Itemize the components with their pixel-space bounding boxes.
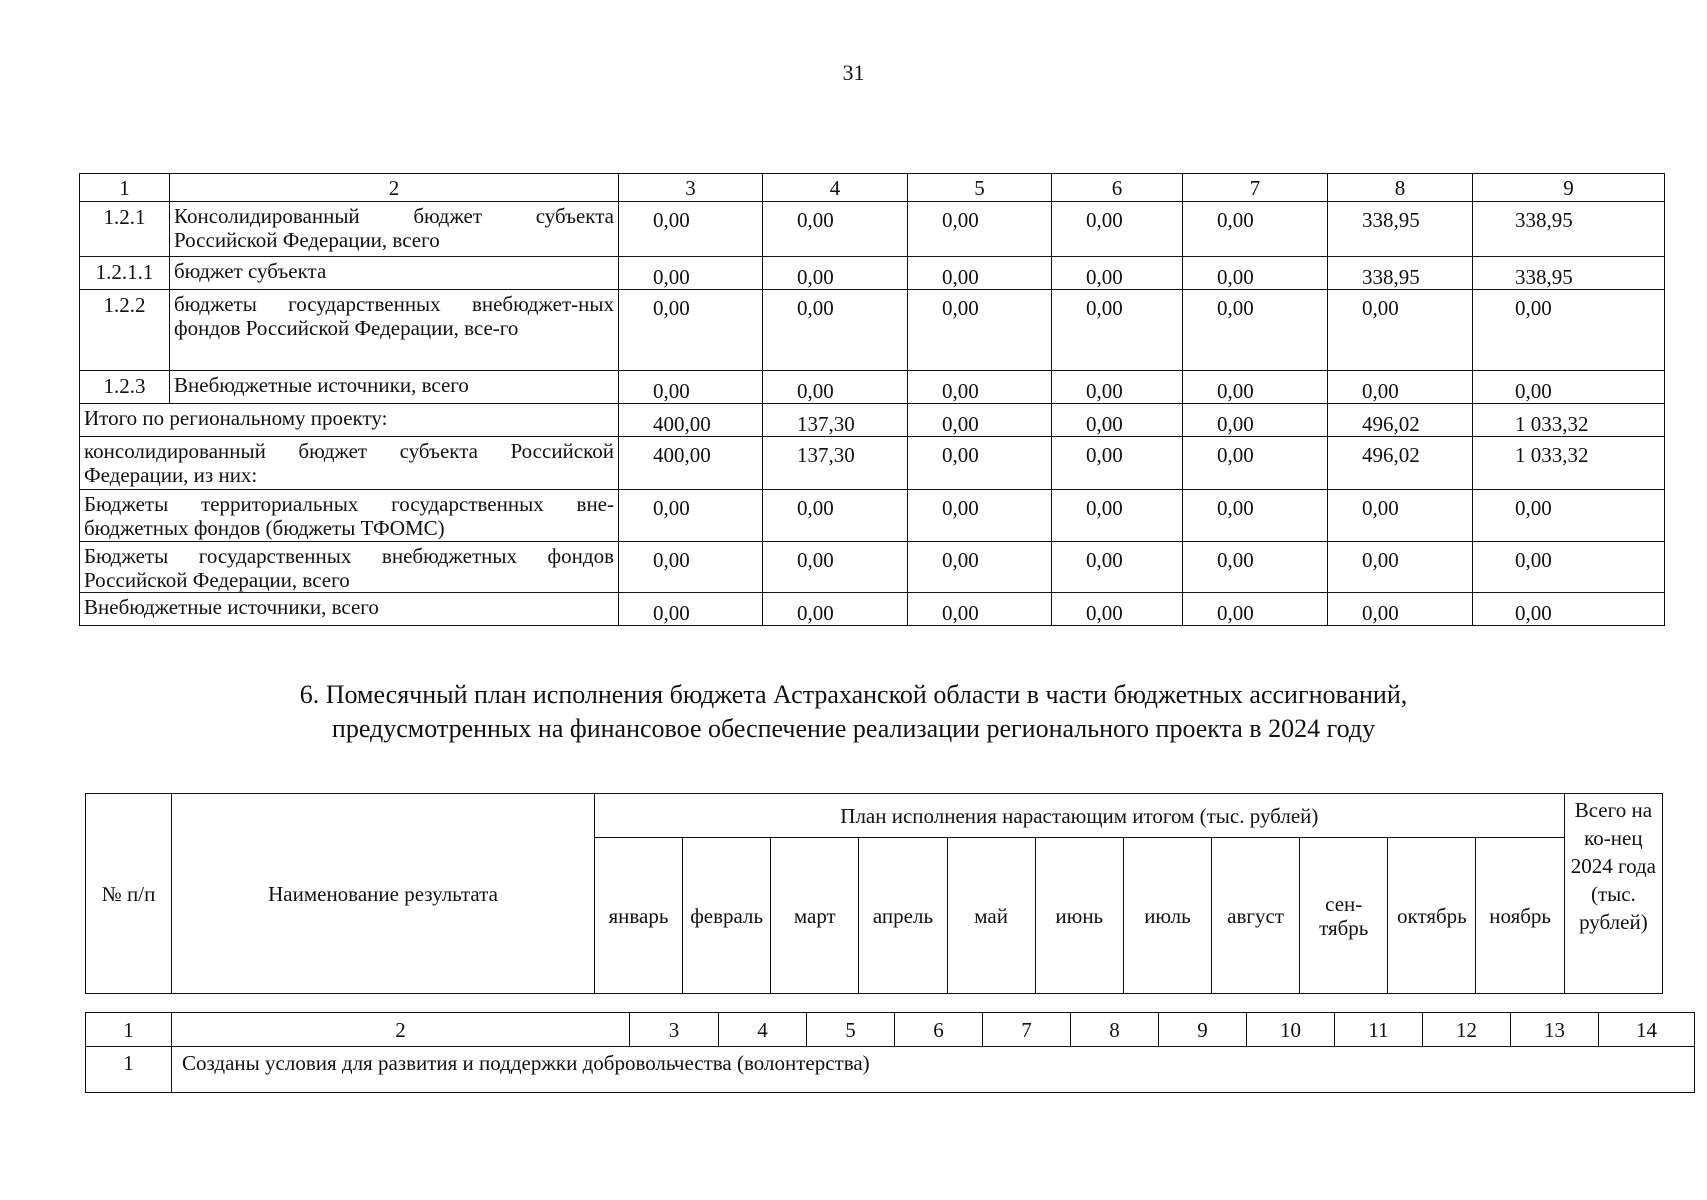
value-cell: 0,00 — [1052, 371, 1183, 404]
value-cell: 0,00 — [1183, 437, 1328, 490]
value-cell: 0,00 — [1473, 490, 1665, 542]
total-row — [80, 404, 1665, 437]
value-cell: 0,00 — [1328, 542, 1473, 593]
row-name: бюджеты государственных внебюджет-ных фондов Российской Федерации, все-го — [170, 290, 619, 371]
header-cell: 14 — [1599, 1013, 1695, 1047]
row-number: 1.2.3 — [80, 371, 170, 404]
value-cell: 0,00 — [1473, 542, 1665, 593]
monthly-plan-header-table — [85, 793, 1663, 994]
total-name: Бюджеты территориальных государственных вне-бюджетных фондов (бюджеты ТФОМС) — [80, 490, 619, 542]
header-cell: 7 — [1183, 174, 1328, 202]
page-number: 31 — [842, 60, 865, 85]
header-cell: 11 — [1335, 1013, 1423, 1047]
row-name: бюджет субъекта — [170, 257, 619, 290]
total-row — [80, 437, 1665, 490]
value-cell: 0,00 — [1052, 257, 1183, 290]
value-cell: 1 033,32 — [1473, 404, 1665, 437]
month-header: апрель — [859, 838, 947, 994]
header-cell: 1 — [86, 1013, 172, 1047]
header-cell: 2 — [172, 1013, 630, 1047]
header-cell: 5 — [807, 1013, 895, 1047]
table-row — [80, 371, 1665, 404]
row-name: Внебюджетные источники, всего — [170, 371, 619, 404]
header-cell: 10 — [1247, 1013, 1335, 1047]
value-cell: 400,00 — [619, 437, 763, 490]
value-cell: 338,95 — [1328, 202, 1473, 257]
value-cell: 0,00 — [1052, 542, 1183, 593]
month-header: октябрь — [1388, 838, 1476, 994]
value-cell: 0,00 — [1183, 404, 1328, 437]
value-cell: 0,00 — [619, 202, 763, 257]
budget-table — [79, 173, 1665, 626]
results-table — [85, 1012, 1695, 1093]
value-cell: 0,00 — [619, 371, 763, 404]
value-cell: 0,00 — [908, 404, 1052, 437]
total-row — [80, 593, 1665, 626]
value-cell: 0,00 — [1183, 593, 1328, 626]
header-cell: 5 — [908, 174, 1052, 202]
value-cell: 0,00 — [619, 542, 763, 593]
value-cell: 338,95 — [1473, 202, 1665, 257]
value-cell: 0,00 — [908, 437, 1052, 490]
value-cell: 137,30 — [763, 437, 908, 490]
month-header: май — [947, 838, 1035, 994]
value-cell: 0,00 — [763, 593, 908, 626]
month-header: ноябрь — [1476, 838, 1564, 994]
value-cell: 0,00 — [1183, 202, 1328, 257]
row-number: 1.2.1.1 — [80, 257, 170, 290]
month-header: январь — [594, 838, 682, 994]
value-cell: 0,00 — [1052, 202, 1183, 257]
section-heading-line1: 6. Помесячный план исполнения бюджета Астраханской области в части бюджетных ассигнований, — [299, 680, 1408, 709]
value-cell: 0,00 — [1052, 437, 1183, 490]
table-header-row — [80, 174, 1665, 202]
header-cell: 12 — [1423, 1013, 1511, 1047]
header-cell: 9 — [1473, 174, 1665, 202]
table-row — [80, 257, 1665, 290]
header-cell: 9 — [1159, 1013, 1247, 1047]
value-cell: 0,00 — [1328, 593, 1473, 626]
col-name-header: Наименование результата — [172, 794, 595, 994]
value-cell: 0,00 — [1052, 490, 1183, 542]
value-cell: 0,00 — [763, 202, 908, 257]
plan-header: План исполнения нарастающим итогом (тыс. рублей) — [594, 794, 1564, 838]
value-cell: 0,00 — [1328, 490, 1473, 542]
header-cell: 3 — [619, 174, 763, 202]
value-cell: 0,00 — [763, 257, 908, 290]
total-name: Бюджеты государственных внебюджетных фондов Российской Федерации, всего — [80, 542, 619, 593]
value-cell: 0,00 — [908, 490, 1052, 542]
value-cell: 0,00 — [1183, 371, 1328, 404]
value-cell: 0,00 — [1473, 371, 1665, 404]
value-cell: 0,00 — [1052, 404, 1183, 437]
total-name: консолидированный бюджет субъекта Российской Федерации, из них: — [80, 437, 619, 490]
row-name: Консолидированный бюджет субъекта Российской Федерации, всего — [170, 202, 619, 257]
value-cell: 0,00 — [619, 593, 763, 626]
header-cell: 7 — [983, 1013, 1071, 1047]
col-num-header: № п/п — [86, 794, 172, 994]
value-cell: 0,00 — [1052, 593, 1183, 626]
header-cell: 4 — [719, 1013, 807, 1047]
value-cell: 338,95 — [1328, 257, 1473, 290]
value-cell: 0,00 — [908, 542, 1052, 593]
value-cell: 496,02 — [1328, 437, 1473, 490]
header-cell: 1 — [80, 174, 170, 202]
value-cell: 0,00 — [1183, 542, 1328, 593]
value-cell: 338,95 — [1473, 257, 1665, 290]
row-number: 1.2.1 — [80, 202, 170, 257]
month-header: июнь — [1035, 838, 1123, 994]
value-cell: 0,00 — [908, 371, 1052, 404]
value-cell: 0,00 — [1183, 257, 1328, 290]
header-cell: 8 — [1328, 174, 1473, 202]
header-cell: 4 — [763, 174, 908, 202]
value-cell: 0,00 — [763, 371, 908, 404]
total-row — [80, 542, 1665, 593]
result-row-num: 1 — [86, 1047, 172, 1093]
value-cell: 0,00 — [1328, 371, 1473, 404]
header-cell: 3 — [630, 1013, 719, 1047]
header-cell: 2 — [170, 174, 619, 202]
section-heading-line2: предусмотренных на финансовое обеспечение реализации регионального проекта в 2024 году — [331, 714, 1376, 743]
value-cell: 1 033,32 — [1473, 437, 1665, 490]
value-cell: 0,00 — [619, 290, 763, 371]
header-cell: 6 — [895, 1013, 983, 1047]
total-row — [80, 490, 1665, 542]
month-header: август — [1212, 838, 1300, 994]
value-cell: 0,00 — [1183, 490, 1328, 542]
value-cell: 0,00 — [763, 290, 908, 371]
header-cell: 13 — [1511, 1013, 1599, 1047]
value-cell: 0,00 — [763, 490, 908, 542]
value-cell: 137,30 — [763, 404, 908, 437]
value-cell: 0,00 — [908, 290, 1052, 371]
table-row — [80, 202, 1665, 257]
result-row-name: Созданы условия для развития и поддержки добровольчества (волонтерства) — [172, 1047, 1695, 1093]
value-cell: 0,00 — [619, 490, 763, 542]
table-row — [80, 290, 1665, 371]
value-cell: 496,02 — [1328, 404, 1473, 437]
header-cell: 6 — [1052, 174, 1183, 202]
total-name: Итого по региональному проекту: — [80, 404, 619, 437]
value-cell: 400,00 — [619, 404, 763, 437]
value-cell: 0,00 — [1052, 290, 1183, 371]
value-cell: 0,00 — [619, 257, 763, 290]
value-cell: 0,00 — [908, 593, 1052, 626]
value-cell: 0,00 — [763, 542, 908, 593]
month-header: сен-тябрь — [1300, 838, 1388, 994]
header-cell: 8 — [1071, 1013, 1159, 1047]
value-cell: 0,00 — [1473, 290, 1665, 371]
month-header: июль — [1123, 838, 1211, 994]
month-header: март — [771, 838, 859, 994]
section-heading — [0, 678, 1707, 746]
value-cell: 0,00 — [908, 202, 1052, 257]
total-name: Внебюджетные источники, всего — [80, 593, 619, 626]
value-cell: 0,00 — [1328, 290, 1473, 371]
value-cell: 0,00 — [1473, 593, 1665, 626]
value-cell: 0,00 — [908, 257, 1052, 290]
total-header: Всего на ко-нец 2024 года (тыс. рублей) — [1564, 794, 1662, 994]
row-number: 1.2.2 — [80, 290, 170, 371]
month-header: февраль — [683, 838, 771, 994]
value-cell: 0,00 — [1183, 290, 1328, 371]
